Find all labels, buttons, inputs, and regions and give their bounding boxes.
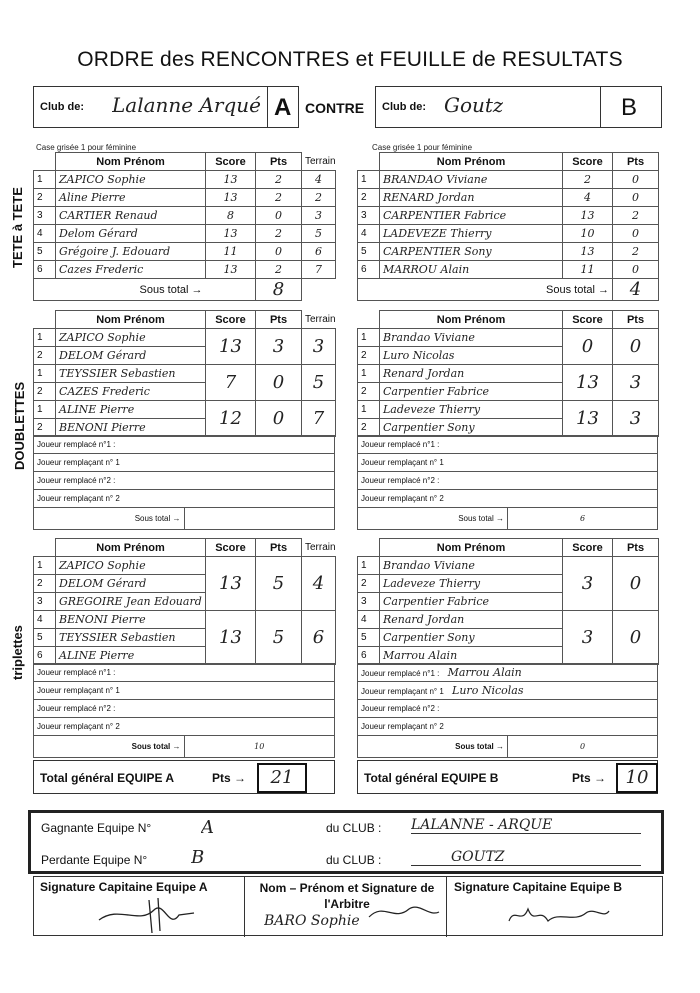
player-name: LADEVEZE Thierry [383, 227, 492, 240]
header-score: Score [563, 153, 613, 171]
page-title: ORDRE des RENCONTRES et FEUILLE de RESULTATS [77, 48, 623, 71]
replacement-label: Joueur remplacé n°1 : [37, 440, 116, 449]
terrain-value: 3 [315, 209, 322, 222]
header-score: Score [206, 153, 256, 171]
row-number: 2 [37, 350, 43, 361]
player-name: Ladeveze Thierry [383, 403, 481, 416]
total-value-a: 21 [257, 763, 307, 793]
triplettes-table-a [33, 538, 336, 665]
replacement-row [358, 472, 658, 490]
replacement-row [34, 682, 335, 700]
player-name: CAZES Frederic [59, 385, 150, 398]
doublette-row-b [358, 365, 659, 383]
row-number: 2 [361, 578, 367, 589]
replacement-label: Joueur remplacé n°2 : [37, 704, 116, 713]
header-score: Score [206, 539, 256, 557]
total-value-b: 10 [616, 763, 658, 793]
sous-total-label: Sous total → [139, 283, 203, 296]
doublette-row-b [358, 329, 659, 347]
tete-sous-total-a: 8 [256, 279, 302, 301]
total-label-a: Total général EQUIPE A [40, 771, 175, 785]
signature-captain-a-image [94, 895, 204, 935]
replacement-label: Joueur remplaçant n° 1 [361, 458, 444, 467]
header-pts: Pts [613, 539, 659, 557]
section-label-tete: TETE à TETE [10, 187, 25, 268]
header-nom: Nom Prénom [380, 539, 563, 557]
tete-row-a [34, 243, 336, 261]
player-name: Carpentier Fabrice [383, 595, 490, 608]
doublettes-table-b [357, 310, 659, 437]
triplette-row-b [358, 557, 659, 575]
pts-value: 0 [632, 227, 639, 240]
total-pts-label-a: Pts → [212, 771, 247, 785]
score-value: 13 [223, 227, 238, 240]
row-number: 6 [37, 264, 43, 275]
replacement-row [358, 454, 658, 472]
doublettes-replacements-b [357, 435, 658, 530]
player-name: Brandao Viviane [383, 559, 475, 572]
triplettes-replacements-a [33, 663, 335, 758]
player-name: BRANDAO Viviane [383, 173, 488, 186]
replacement-value: Marrou Alain [447, 666, 522, 679]
player-name: MARROU Alain [383, 263, 470, 276]
row-number: 2 [361, 350, 367, 361]
pts-value: 2 [275, 173, 282, 186]
row-number: 3 [361, 596, 367, 607]
row-number: 1 [37, 332, 43, 343]
player-name: DELOM Gérard [59, 349, 147, 362]
header-nom: Nom Prénom [380, 311, 563, 329]
section-label-doublettes: DOUBLETTES [12, 381, 27, 470]
contre-label: CONTRE [305, 100, 365, 116]
doublette-row-b [358, 401, 659, 419]
doublette-row-a [34, 329, 336, 347]
tete-sous-total-b: 4 [613, 279, 659, 301]
note-grise-b: Case grisée 1 pour féminine [372, 143, 473, 152]
row-number: 1 [361, 174, 367, 185]
score-value: 10 [580, 227, 595, 240]
replacement-row [358, 664, 658, 682]
replacement-row [34, 664, 335, 682]
header-pts: Pts [613, 153, 659, 171]
score-value: 4 [584, 191, 591, 204]
terrain-value: 7 [315, 263, 322, 276]
sous-total-label: Sous total → [131, 742, 181, 751]
pts-value: 0 [275, 245, 282, 258]
score-value: 11 [580, 263, 595, 276]
row-number: 1 [37, 404, 43, 415]
replacement-label: Joueur remplacé n°2 : [361, 476, 440, 485]
sous-total-label: Sous total → [546, 283, 609, 296]
club-a-box [33, 86, 299, 128]
gagnante-club: LALANNE - ARQUE [411, 817, 641, 834]
sig-divider-2 [446, 877, 447, 937]
player-name: Cazes Frederic [59, 263, 144, 276]
pts-value: 0 [272, 408, 285, 429]
replacement-row [358, 718, 658, 736]
score-value: 13 [219, 627, 242, 648]
club-a-letter: A [274, 94, 292, 121]
pts-value: 2 [275, 191, 282, 204]
pts-value: 0 [629, 627, 642, 648]
tete-row-b [358, 189, 659, 207]
row-number: 2 [37, 192, 43, 203]
row-number: 5 [37, 632, 43, 643]
doub-sous-total-b: 6 [508, 508, 658, 530]
player-name: BENONI Pierre [59, 613, 146, 626]
row-number: 5 [361, 632, 367, 643]
terrain-value: 6 [312, 627, 325, 648]
signature-captain-b-image [504, 899, 614, 933]
tete-row-a [34, 261, 336, 279]
trip-sous-total-a: 10 [184, 736, 335, 758]
terrain-value: 4 [312, 573, 325, 594]
replacement-row [358, 700, 658, 718]
player-name: CARPENTIER Sony [383, 245, 492, 258]
sous-total-label: Sous total → [455, 742, 504, 751]
row-number: 6 [361, 650, 367, 661]
player-name: RENARD Jordan [383, 191, 475, 204]
player-name: Marrou Alain [383, 649, 458, 662]
score-value: 2 [584, 173, 591, 186]
signature-captain-b-label: Signature Capitaine Equipe B [454, 880, 623, 894]
header-nom: Nom Prénom [380, 153, 563, 171]
triplette-row-a [34, 557, 336, 575]
row-number: 1 [37, 368, 43, 379]
pts-value: 0 [632, 173, 639, 186]
replacement-row [358, 682, 658, 700]
terrain-value: 5 [312, 372, 325, 393]
row-number: 6 [361, 264, 367, 275]
player-name: ZAPICO Sophie [59, 559, 146, 572]
terrain-value: 4 [315, 173, 322, 186]
tete-row-a [34, 207, 336, 225]
perdante-club: GOUTZ [411, 849, 641, 866]
sous-total-label: Sous total → [134, 514, 181, 523]
row-number: 4 [37, 228, 43, 239]
row-number: 1 [37, 174, 43, 185]
player-name: BENONI Pierre [59, 421, 146, 434]
replacement-row [358, 490, 658, 508]
pts-value: 2 [275, 227, 282, 240]
score-value: 13 [576, 408, 599, 429]
row-number: 2 [361, 192, 367, 203]
row-number: 4 [37, 614, 43, 625]
row-number: 2 [361, 386, 367, 397]
triplette-row-a [34, 611, 336, 629]
club-b-name: Goutz [444, 93, 504, 117]
row-number: 1 [37, 560, 43, 571]
row-number: 1 [361, 368, 367, 379]
header-pts: Pts [613, 311, 659, 329]
pts-value: 2 [632, 209, 639, 222]
doublettes-replacements-a [33, 435, 335, 530]
header-nom: Nom Prénom [56, 153, 206, 171]
header-terrain: Terrain [302, 539, 336, 557]
note-grise-a: Case grisée 1 pour féminine [36, 143, 137, 152]
row-number: 3 [37, 210, 43, 221]
club-a-label: Club de: [40, 101, 84, 113]
terrain-value: 7 [312, 408, 325, 429]
pts-value: 0 [632, 263, 639, 276]
pts-value: 5 [272, 573, 285, 594]
total-label-b: Total général EQUIPE B [364, 771, 499, 785]
club-b-box [375, 86, 662, 128]
tete-row-a [34, 189, 336, 207]
score-value: 3 [581, 573, 594, 594]
terrain-value: 2 [315, 191, 322, 204]
player-name: TEYSSIER Sebastien [59, 631, 176, 644]
sous-total-label: Sous total → [458, 514, 504, 523]
replacement-label: Joueur remplaçant n° 2 [361, 494, 444, 503]
header-score: Score [206, 311, 256, 329]
player-name: Aline Pierre [59, 191, 126, 204]
tete-table-b [357, 152, 659, 301]
pts-value: 3 [629, 408, 642, 429]
score-value: 13 [219, 336, 242, 357]
row-number: 5 [37, 246, 43, 257]
pts-value: 0 [275, 209, 282, 222]
club-b-letter: B [621, 94, 638, 121]
score-value: 13 [219, 573, 242, 594]
replacement-label: Joueur remplaçant n° 1 [37, 458, 120, 467]
replacement-label: Joueur remplaçant n° 2 [37, 722, 120, 731]
row-number: 2 [37, 422, 43, 433]
player-name: Carpentier Sony [383, 631, 475, 644]
signature-area [33, 876, 663, 936]
row-number: 1 [361, 404, 367, 415]
row-number: 3 [361, 210, 367, 221]
tete-row-a [34, 225, 336, 243]
gagnante-value: A [201, 817, 214, 838]
player-name: Ladeveze Thierry [383, 577, 481, 590]
club-a-name: Lalanne Arqué [112, 93, 262, 117]
tete-row-b [358, 207, 659, 225]
score-value: 13 [223, 191, 238, 204]
score-value: 7 [224, 372, 237, 393]
player-name: TEYSSIER Sebastien [59, 367, 176, 380]
tete-row-b [358, 261, 659, 279]
player-name: Renard Jordan [383, 367, 465, 380]
player-name: CARTIER Renaud [59, 209, 158, 222]
replacement-label: Joueur remplacé n°1 : [37, 668, 116, 677]
score-value: 13 [576, 372, 599, 393]
terrain-value: 5 [315, 227, 322, 240]
arbitre-name: BARO Sophie [264, 913, 360, 929]
signature-captain-a-label: Signature Capitaine Equipe A [40, 880, 208, 894]
score-value: 13 [223, 173, 238, 186]
pts-value: 3 [629, 372, 642, 393]
replacement-value: Luro Nicolas [452, 684, 524, 697]
triplettes-replacements-b [357, 663, 658, 758]
header-pts: Pts [256, 539, 302, 557]
pts-value: 0 [629, 336, 642, 357]
player-name: DELOM Gérard [59, 577, 147, 590]
header-nom: Nom Prénom [56, 539, 206, 557]
doublette-row-a [34, 365, 336, 383]
replacement-row [34, 454, 335, 472]
tete-row-b [358, 171, 659, 189]
score-value: 13 [580, 245, 595, 258]
row-number: 3 [37, 596, 43, 607]
tete-row-b [358, 243, 659, 261]
row-number: 4 [361, 228, 367, 239]
player-name: Carpentier Fabrice [383, 385, 490, 398]
score-value: 8 [227, 209, 234, 222]
perdante-label: Perdante Equipe N° [41, 853, 148, 867]
player-name: ZAPICO Sophie [59, 331, 146, 344]
score-value: 0 [581, 336, 594, 357]
du-club-label-1: du CLUB : [326, 821, 382, 835]
replacement-label: Joueur remplaçant n° 2 [37, 494, 120, 503]
pts-value: 0 [632, 191, 639, 204]
result-box [28, 810, 664, 874]
player-name: ZAPICO Sophie [59, 173, 146, 186]
player-name: GREGOIRE Jean Edouard [59, 595, 202, 608]
signature-arbitre-image [364, 897, 444, 927]
doublette-row-a [34, 401, 336, 419]
row-number: 2 [37, 386, 43, 397]
pts-value: 3 [272, 336, 285, 357]
replacement-row [34, 700, 335, 718]
doublettes-table-a [33, 310, 336, 437]
header-pts: Pts [256, 153, 302, 171]
row-number: 5 [361, 246, 367, 257]
terrain-value: 3 [312, 336, 325, 357]
pts-value: 0 [629, 573, 642, 594]
perdante-value: B [191, 847, 205, 868]
total-box-b [357, 760, 658, 794]
total-pts-label-b: Pts → [572, 771, 607, 785]
replacement-label: Joueur remplaçant n° 1 [361, 687, 444, 696]
player-name: Brandao Viviane [383, 331, 475, 344]
replacement-label: Joueur remplacé n°2 : [37, 476, 116, 485]
replacement-row [34, 472, 335, 490]
triplettes-table-b [357, 538, 659, 665]
score-value: 12 [219, 408, 242, 429]
player-name: Renard Jordan [383, 613, 465, 626]
replacement-label: Joueur remplaçant n° 2 [361, 722, 444, 731]
player-name: Grégoire J. Edouard [59, 245, 171, 258]
section-label-triplettes: triplettes [10, 625, 25, 680]
player-name: ALINE Pierre [59, 649, 135, 662]
doub-sous-total-a [184, 508, 335, 530]
header-terrain: Terrain [302, 311, 336, 329]
total-box-a [33, 760, 335, 794]
pts-value: 2 [632, 245, 639, 258]
pts-value: 5 [272, 627, 285, 648]
tete-row-a [34, 171, 336, 189]
terrain-value: 6 [315, 245, 322, 258]
row-number: 4 [361, 614, 367, 625]
player-name: ALINE Pierre [59, 403, 135, 416]
row-number: 6 [37, 650, 43, 661]
row-number: 1 [361, 560, 367, 571]
row-number: 1 [361, 332, 367, 343]
club-b-label: Club de: [382, 101, 426, 113]
replacement-row [34, 436, 335, 454]
player-name: CARPENTIER Fabrice [383, 209, 507, 222]
replacement-label: Joueur remplacé n°1 : [361, 669, 440, 678]
row-number: 2 [361, 422, 367, 433]
pts-value: 2 [275, 263, 282, 276]
score-value: 13 [223, 263, 238, 276]
player-name: Carpentier Sony [383, 421, 475, 434]
player-name: Luro Nicolas [383, 349, 455, 362]
row-number: 2 [37, 578, 43, 589]
tete-row-b [358, 225, 659, 243]
tete-table-a [33, 152, 336, 301]
header-nom: Nom Prénom [56, 311, 206, 329]
replacement-row [34, 718, 335, 736]
triplette-row-b [358, 611, 659, 629]
gagnante-label: Gagnante Equipe N° [41, 821, 152, 835]
header-pts: Pts [256, 311, 302, 329]
header-score: Score [563, 311, 613, 329]
sig-divider-1 [244, 877, 245, 937]
pts-value: 0 [272, 372, 285, 393]
replacement-row [358, 436, 658, 454]
club-b-letter-divider [600, 86, 601, 128]
replacement-label: Joueur remplacé n°1 : [361, 440, 440, 449]
replacement-label: Joueur remplacé n°2 : [361, 704, 440, 713]
header-terrain: Terrain [302, 153, 336, 171]
replacement-label: Joueur remplaçant n° 1 [37, 686, 120, 695]
du-club-label-2: du CLUB : [326, 853, 382, 867]
score-value: 3 [581, 627, 594, 648]
score-value: 11 [223, 245, 238, 258]
player-name: Delom Gérard [59, 227, 138, 240]
club-a-letter-divider [267, 86, 268, 128]
replacement-row [34, 490, 335, 508]
header-score: Score [563, 539, 613, 557]
signature-arbitre-label: Nom – Prénom et Signature de l'Arbitre [259, 881, 435, 911]
trip-sous-total-b: 0 [508, 736, 658, 758]
score-value: 13 [580, 209, 595, 222]
